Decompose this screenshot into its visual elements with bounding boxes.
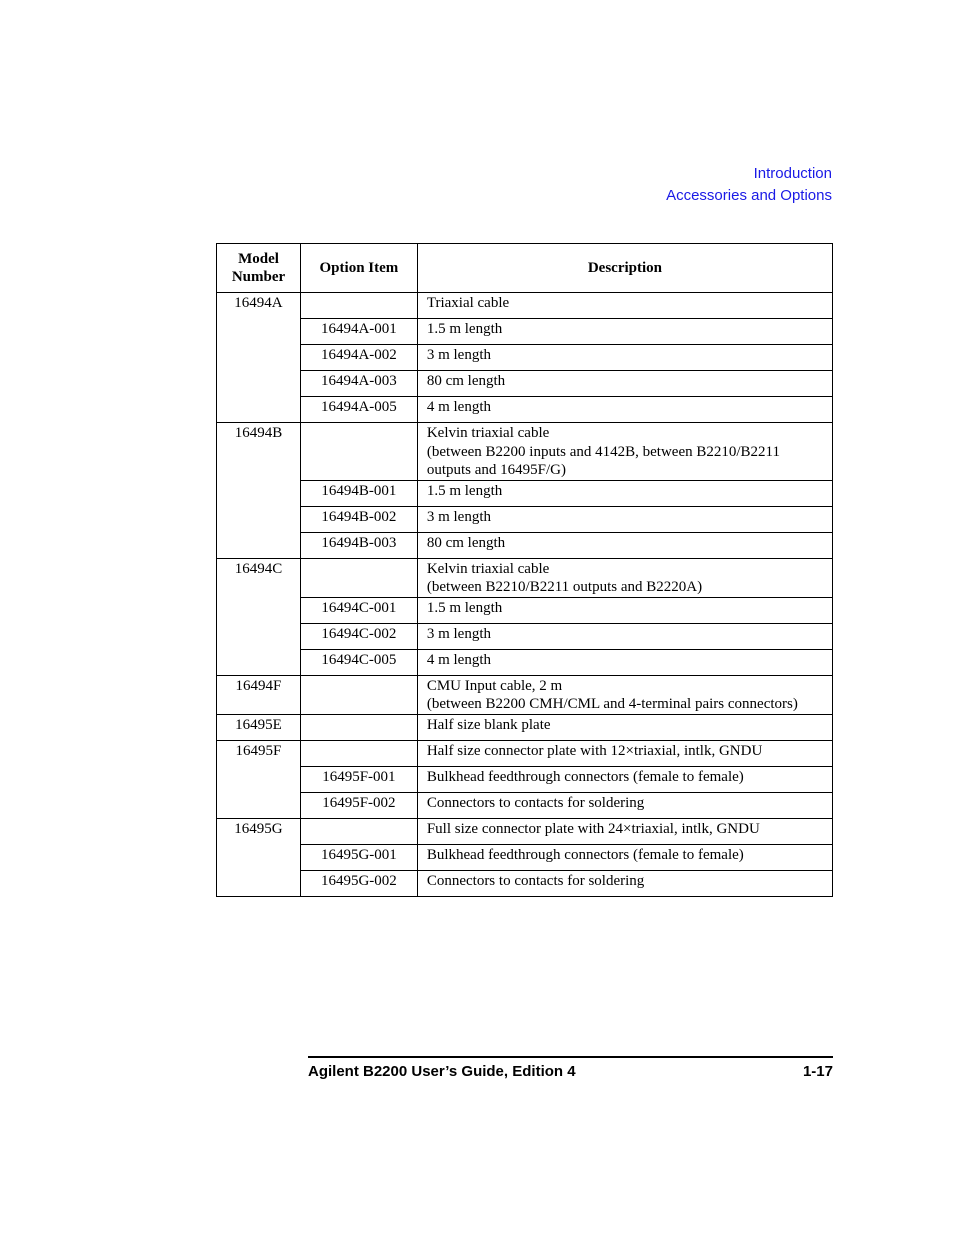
model-number-cell: 16494A bbox=[217, 293, 301, 423]
option-item-cell: 16494C-001 bbox=[300, 597, 417, 623]
description-line: Full size connector plate with 24×triaxial, intlk, GNDU bbox=[426, 820, 760, 837]
option-item-cell: 16494A-003 bbox=[300, 371, 417, 397]
table-row bbox=[217, 623, 833, 649]
table-row bbox=[217, 558, 833, 597]
description-cell bbox=[417, 532, 832, 558]
table-row bbox=[217, 506, 833, 532]
description-cell bbox=[417, 423, 832, 481]
option-item-cell bbox=[300, 714, 417, 740]
description-cell bbox=[417, 623, 832, 649]
description-cell bbox=[417, 293, 832, 319]
description-line: 80 cm length bbox=[426, 373, 506, 389]
option-item-cell: 16495F-001 bbox=[300, 766, 417, 792]
table-row bbox=[217, 532, 833, 558]
column-header-option-item: Option Item bbox=[300, 244, 417, 293]
option-item-cell bbox=[300, 293, 417, 319]
description-cell bbox=[417, 319, 832, 345]
section-link[interactable]: Accessories and Options bbox=[666, 187, 832, 204]
option-item-cell bbox=[300, 558, 417, 597]
table-row bbox=[217, 371, 833, 397]
column-header-model-number: Model Number bbox=[217, 244, 301, 293]
table-row bbox=[217, 597, 833, 623]
description-line: (between B2200 CMH/CML and 4-terminal pairs connectors) bbox=[426, 696, 798, 712]
running-header bbox=[666, 163, 832, 207]
table-body bbox=[217, 293, 833, 897]
description-line: 3 m length bbox=[426, 508, 491, 525]
accessories-table bbox=[216, 243, 833, 897]
description-cell bbox=[417, 397, 832, 423]
description-cell bbox=[417, 480, 832, 506]
table-row bbox=[217, 293, 833, 319]
option-item-cell: 16494C-005 bbox=[300, 649, 417, 675]
description-line: 1.5 m length bbox=[426, 599, 503, 616]
description-line: Bulkhead feedthrough connectors (female to female) bbox=[426, 768, 744, 785]
description-line: (between B2210/B2211 outputs and B2220A) bbox=[426, 579, 703, 595]
description-line: Connectors to contacts for soldering bbox=[426, 872, 645, 889]
description-line: 4 m length bbox=[426, 399, 491, 415]
model-number-cell: 16494C bbox=[217, 558, 301, 675]
table-row bbox=[217, 870, 833, 896]
table-header-row bbox=[217, 244, 833, 293]
description-cell bbox=[417, 597, 832, 623]
option-item-cell bbox=[300, 675, 417, 714]
description-line: 3 m length bbox=[426, 347, 491, 363]
option-item-cell: 16494C-002 bbox=[300, 623, 417, 649]
table-row bbox=[217, 480, 833, 506]
description-line: 1.5 m length bbox=[426, 321, 503, 337]
table-row bbox=[217, 740, 833, 766]
model-number-cell: 16494B bbox=[217, 423, 301, 559]
description-cell bbox=[417, 371, 832, 397]
option-item-cell: 16495G-002 bbox=[300, 870, 417, 896]
description-cell bbox=[417, 558, 832, 597]
option-item-cell: 16494A-002 bbox=[300, 345, 417, 371]
description-line: Connectors to contacts for soldering bbox=[426, 794, 645, 811]
option-item-cell: 16495F-002 bbox=[300, 792, 417, 818]
description-line: Triaxial cable bbox=[426, 295, 510, 311]
description-line: Bulkhead feedthrough connectors (female to female) bbox=[426, 846, 744, 863]
table-row bbox=[217, 675, 833, 714]
model-number-cell: 16494F bbox=[217, 675, 301, 714]
description-cell bbox=[417, 714, 832, 740]
description-line: 80 cm length bbox=[426, 534, 506, 551]
description-cell bbox=[417, 345, 832, 371]
description-line: 4 m length bbox=[426, 651, 491, 668]
option-item-cell: 16494B-003 bbox=[300, 532, 417, 558]
description-line: Half size connector plate with 12×triaxial, intlk, GNDU bbox=[426, 742, 763, 759]
option-item-cell: 16494B-001 bbox=[300, 480, 417, 506]
option-item-cell: 16495G-001 bbox=[300, 844, 417, 870]
table-row bbox=[217, 649, 833, 675]
footer-title: Agilent B2200 User’s Guide, Edition 4 bbox=[308, 1063, 576, 1080]
table-row bbox=[217, 345, 833, 371]
table-row bbox=[217, 792, 833, 818]
description-line: CMU Input cable, 2 m bbox=[426, 677, 563, 694]
option-item-cell bbox=[300, 740, 417, 766]
description-line: Kelvin triaxial cable bbox=[426, 425, 550, 441]
description-line: 3 m length bbox=[426, 625, 491, 642]
page-number: 1-17 bbox=[802, 1063, 833, 1080]
table-row bbox=[217, 319, 833, 345]
table-row bbox=[217, 844, 833, 870]
description-cell bbox=[417, 818, 832, 844]
option-item-cell bbox=[300, 423, 417, 481]
chapter-link[interactable]: Introduction bbox=[753, 165, 832, 182]
description-cell bbox=[417, 766, 832, 792]
description-cell bbox=[417, 675, 832, 714]
model-number-cell: 16495E bbox=[217, 714, 301, 740]
description-line: (between B2200 inputs and 4142B, between B2210/B2211 bbox=[426, 443, 780, 460]
option-item-cell: 16494B-002 bbox=[300, 506, 417, 532]
model-number-cell: 16495F bbox=[217, 740, 301, 818]
footer-rule bbox=[308, 1056, 833, 1058]
table-row bbox=[217, 818, 833, 844]
model-number-cell: 16495G bbox=[217, 818, 301, 896]
table-row bbox=[217, 397, 833, 423]
table-row bbox=[217, 714, 833, 740]
table-row bbox=[217, 766, 833, 792]
description-line: Kelvin triaxial cable bbox=[426, 560, 550, 577]
description-line: 1.5 m length bbox=[426, 482, 503, 499]
column-header-description: Description bbox=[417, 244, 832, 293]
description-cell bbox=[417, 844, 832, 870]
description-line: outputs and 16495F/G) bbox=[426, 462, 566, 478]
option-item-cell: 16494A-001 bbox=[300, 319, 417, 345]
table-row bbox=[217, 423, 833, 481]
description-cell bbox=[417, 792, 832, 818]
description-cell bbox=[417, 506, 832, 532]
option-item-cell bbox=[300, 818, 417, 844]
description-cell bbox=[417, 870, 832, 896]
description-cell bbox=[417, 649, 832, 675]
option-item-cell: 16494A-005 bbox=[300, 397, 417, 423]
description-cell bbox=[417, 740, 832, 766]
description-line: Half size blank plate bbox=[426, 716, 551, 733]
